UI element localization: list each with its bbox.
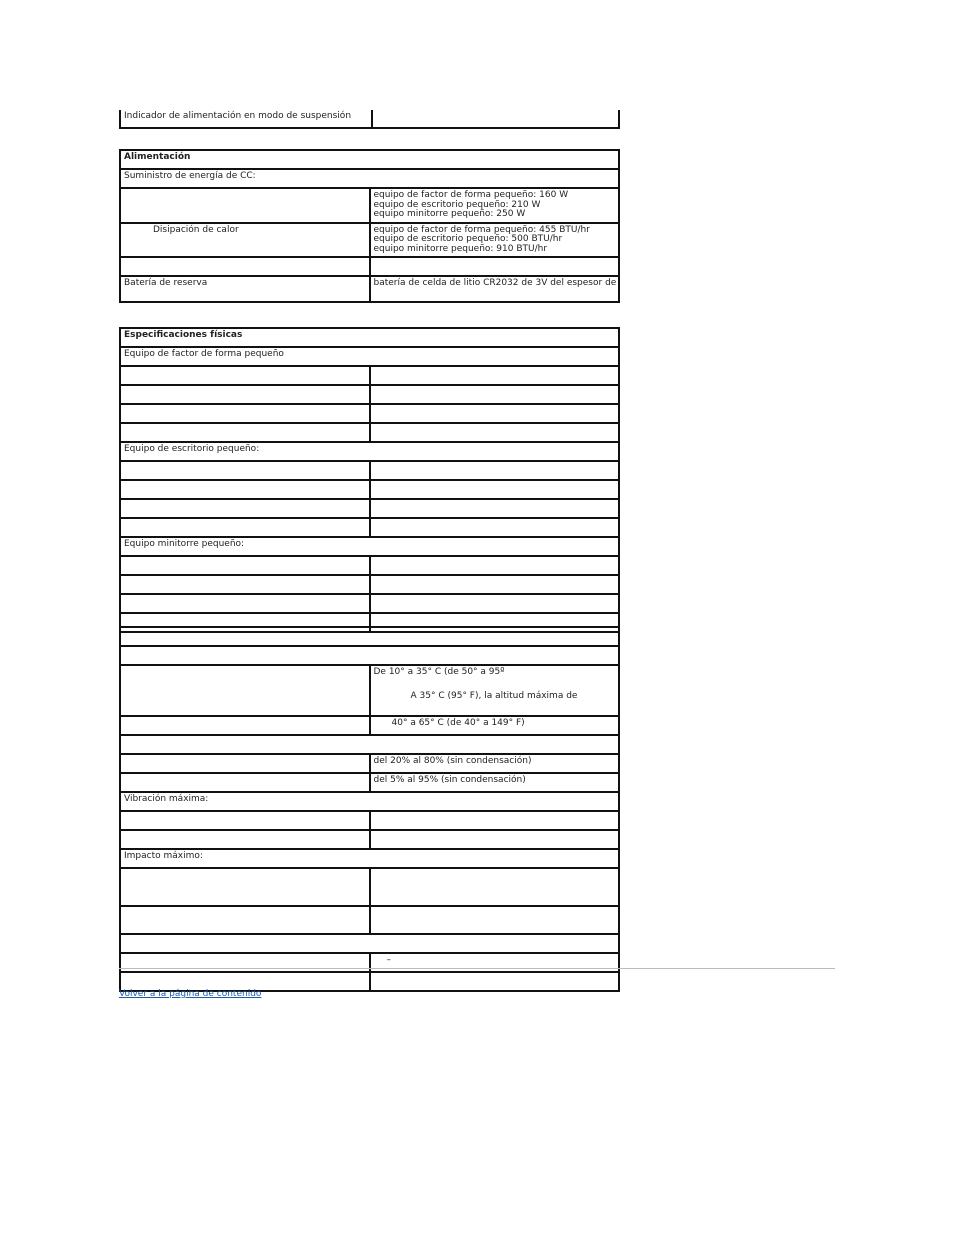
table-row bbox=[120, 347, 619, 366]
table-row bbox=[120, 735, 619, 754]
physical-table bbox=[119, 327, 620, 633]
table-row bbox=[120, 442, 619, 461]
table-row bbox=[120, 366, 619, 385]
table-row bbox=[120, 257, 619, 276]
sd-label: Equipo de escritorio pequeño: bbox=[120, 442, 619, 461]
wattage-value: equipo de factor de forma pequeño: 160 W equipo de escritorio pequeño: 210 W equipo minitorre pequeño: 250 W bbox=[370, 188, 620, 223]
dc-supply-label: Suministro de energía de CC: bbox=[120, 169, 619, 188]
table-row bbox=[120, 461, 619, 480]
table-row bbox=[120, 188, 619, 223]
table-row bbox=[120, 110, 619, 128]
table-row bbox=[120, 404, 619, 423]
table-row bbox=[120, 953, 619, 972]
table-row bbox=[120, 556, 619, 575]
table-row bbox=[120, 499, 619, 518]
operating-temp-value: De 10° a 35° C (de 50° a 95º A 35° C (95° F), la altitud máxima de bbox=[370, 665, 620, 716]
table-row bbox=[120, 328, 619, 347]
backup-battery-label: Batería de reserva bbox=[120, 276, 370, 302]
standby-indicator-value bbox=[372, 110, 619, 128]
sff-label: Equipo de factor de forma pequeño bbox=[120, 347, 619, 366]
standby-table bbox=[119, 110, 620, 129]
table-row bbox=[120, 868, 619, 906]
table-row bbox=[120, 646, 619, 665]
table-row bbox=[120, 150, 619, 169]
table-row bbox=[120, 849, 619, 868]
table-row bbox=[120, 627, 619, 646]
power-table bbox=[119, 149, 620, 303]
table-row bbox=[120, 169, 619, 188]
table-row bbox=[120, 518, 619, 537]
vibration-label: Vibración máxima: bbox=[120, 792, 619, 811]
table-row bbox=[120, 594, 619, 613]
table-row bbox=[120, 575, 619, 594]
heat-dissipation-label: Disipación de calor bbox=[120, 223, 370, 258]
table-row bbox=[120, 223, 619, 258]
power-header: Alimentación bbox=[120, 150, 619, 169]
humidity-storage-value: del 5% al 95% (sin condensación) bbox=[370, 773, 620, 792]
environment-table bbox=[119, 626, 620, 992]
table-row bbox=[120, 754, 619, 773]
table-row bbox=[120, 716, 619, 735]
smt-label: Equipo minitorre pequeño: bbox=[120, 537, 619, 556]
footer-divider bbox=[119, 968, 835, 969]
standby-indicator-label: Indicador de alimentación en modo de suspensión bbox=[120, 110, 372, 128]
table-row bbox=[120, 665, 619, 716]
table-row bbox=[120, 423, 619, 442]
table-row bbox=[120, 934, 619, 953]
back-to-contents-link[interactable]: Volver a la página de contenido bbox=[119, 989, 262, 999]
table-row bbox=[120, 792, 619, 811]
backup-battery-value: batería de celda de litio CR2032 de 3V del espesor de bbox=[370, 276, 620, 302]
storage-temp-value: 40° a 65° C (de 40° a 149° F) bbox=[370, 716, 620, 735]
shock-label: Impacto máximo: bbox=[120, 849, 619, 868]
table-row bbox=[120, 830, 619, 849]
table-row bbox=[120, 811, 619, 830]
table-row bbox=[120, 537, 619, 556]
dash-value: – bbox=[370, 953, 620, 972]
table-row bbox=[120, 906, 619, 934]
table-row bbox=[120, 773, 619, 792]
heat-dissipation-value: equipo de factor de forma pequeño: 455 BTU/hr equipo de escritorio pequeño: 500 BTU/hr equipo minitorre pequeño: 910 BTU/hr bbox=[370, 223, 620, 258]
table-row bbox=[120, 276, 619, 302]
physical-header: Especificaciones físicas bbox=[120, 328, 619, 347]
table-row bbox=[120, 385, 619, 404]
humidity-operating-value: del 20% al 80% (sin condensación) bbox=[370, 754, 620, 773]
table-row bbox=[120, 480, 619, 499]
